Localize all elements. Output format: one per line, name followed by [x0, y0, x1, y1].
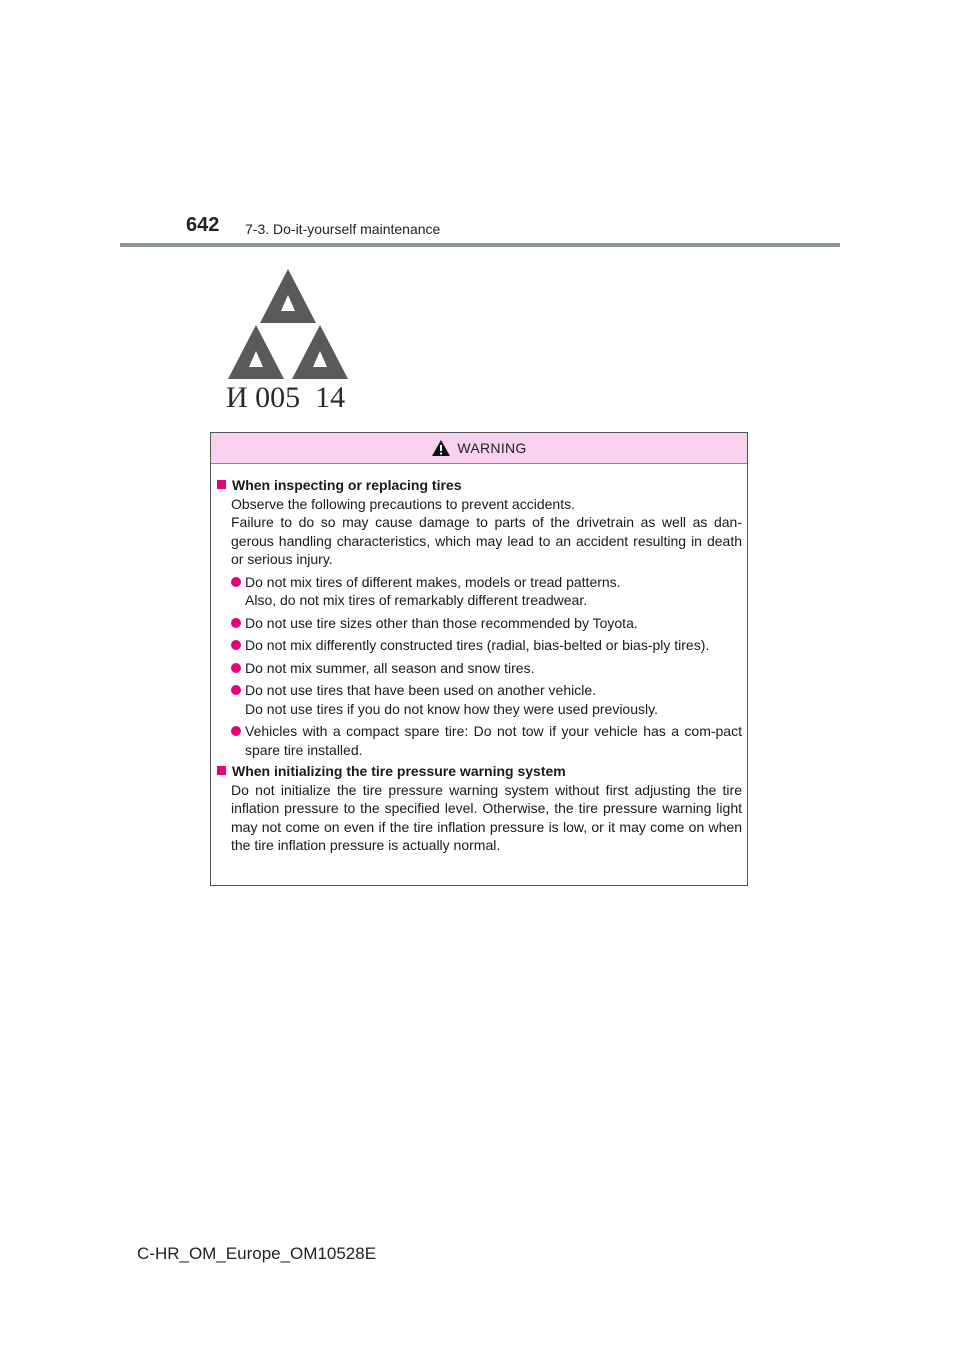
- circle-bullet-icon: [231, 577, 241, 587]
- warning-box: [210, 432, 748, 886]
- list-item-text: Do not mix differently constructed tires (radial, bias-belted or bias-ply tires).: [245, 637, 710, 653]
- list-item: [231, 573, 742, 610]
- list-item-text: Do not mix tires of different makes, models or tread patterns.: [245, 573, 621, 590]
- section-heading-text: When initializing the tire pressure warning system: [232, 763, 566, 779]
- paragraph: Do not initialize the tire pressure warning system without first adjusting the tire inflation pressure to the specified level. Otherwise, the tire pressure warning light may not come on even if the tire inflation pressure is low, or it may come on when the tire inflation pressure is actually normal.: [231, 781, 742, 853]
- list-item: [231, 659, 742, 678]
- circle-bullet-icon: [231, 640, 241, 650]
- warning-header: [211, 433, 747, 464]
- warning-triangle-icon: [431, 439, 451, 457]
- list-item-text: Do not use tires that have been used on another vehicle.: [245, 682, 597, 698]
- square-bullet-icon: [217, 480, 226, 489]
- document-id: C-HR_OM_Europe_OM10528E: [137, 1244, 377, 1263]
- paragraph: Failure to do so may cause damage to parts of the drivetrain as well as dan-gerous handling characteristics, which may lead to an accident resulting in death or serious injury.: [231, 514, 742, 567]
- section-heading: [217, 476, 742, 495]
- list-item-text: Vehicles with a compact spare tire: Do not tow if your vehicle has a com-pact spare tire installed.: [245, 723, 742, 758]
- section-heading: [217, 762, 742, 781]
- section-heading-text: When inspecting or replacing tires: [232, 477, 462, 493]
- list-item: [231, 681, 742, 718]
- page-header: [0, 0, 960, 250]
- paragraph: Observe the following precautions to prevent accidents.: [231, 495, 575, 512]
- marking-code: И 005 14: [226, 381, 346, 414]
- circle-bullet-icon: [231, 685, 241, 695]
- list-item-text: Do not mix summer, all season and snow tires.: [245, 659, 535, 676]
- list-item: [231, 614, 742, 633]
- list-item-text: Do not use tire sizes other than those recommended by Toyota.: [245, 614, 638, 631]
- page-number: 642: [186, 214, 220, 236]
- header-divider: [120, 243, 840, 247]
- square-bullet-icon: [217, 766, 226, 775]
- list-item-text: Also, do not mix tires of remarkably different treadwear.: [245, 592, 588, 608]
- circle-bullet-icon: [231, 726, 241, 736]
- list-item: [231, 636, 742, 655]
- circle-bullet-icon: [231, 618, 241, 628]
- warning-label: WARNING: [457, 440, 527, 456]
- list-item-text: Do not use tires if you do not know how they were used previously.: [245, 700, 658, 717]
- warning-body: [211, 464, 747, 855]
- section-title: 7-3. Do-it-yourself maintenance: [245, 221, 441, 237]
- list-item: [231, 722, 742, 759]
- circle-bullet-icon: [231, 663, 241, 673]
